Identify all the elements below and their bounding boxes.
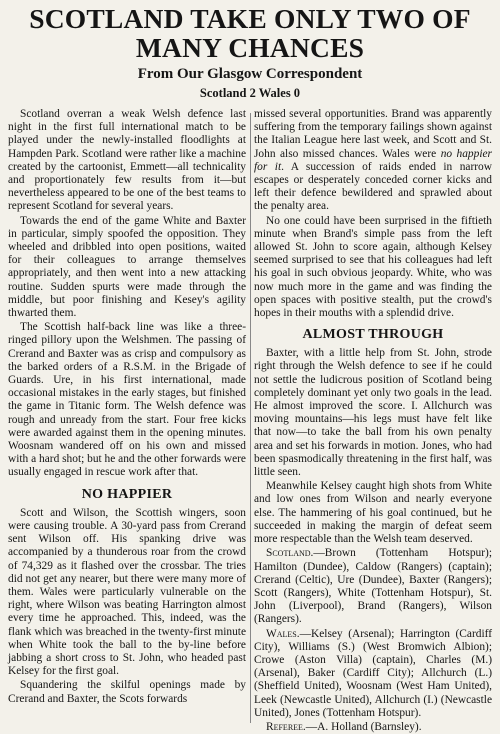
lineup-text: —Brown (Tottenham Hotspur); Hamilton (Dundee), Caldow (Rangers) (captain); Crerand (Celtic), Ure (Dundee), Baxter (Rangers); Scott (Rangers), White (Tottenham Hotspur), St. John (Liverpool), Brand (Rangers), Wilson (Rangers). <box>254 547 492 626</box>
score-line: Scotland 2 Wales 0 <box>199 86 301 100</box>
paragraph: Scotland overran a weak Welsh defence last night in the first full international match to be played under the newly-installed floodlights at Hampden Park. Scotland were rather like a machine created by the cartoonist, Emmett—all technicality and proportionately few results from it—but nevertheless appeared to be one of the best teams to represent Scotland for several years. <box>8 108 246 213</box>
italic-run: no happier for it <box>254 147 492 173</box>
column-divider <box>250 113 251 723</box>
lineup-text: —Kelsey (Arsenal); Harrington (Cardiff City), Williams (S.) (West Bromwich Albion); Crowe (Aston Villa) (captain), Charles (M.) (Arsenal), Baker (Cardiff City); Allchurch (L.) (Sheffield United), Woosnam (West Ham United), Leek (Newcastle United), Allchurch (I.) (Newcastle United), Jones (Tottenham Hotspur). <box>254 627 492 719</box>
referee-text: —A. Holland (Barnsley). <box>305 720 422 733</box>
wales-lineup <box>254 628 492 720</box>
paragraph: Squandering the skilful openings made by Crerand and Baxter, the Scots forwards <box>8 679 246 705</box>
right-column <box>254 108 492 734</box>
paragraph: Meanwhile Kelsey caught high shots from White and low ones from Wilson and nearly everyone else. The hammering of his goal continued, but he succeeded in making the margin of defeat seem more respectable than the Welsh team deserved. <box>254 480 492 546</box>
paragraph: The Scottish half-back line was like a three-ringed pillory upon the Welshmen. The passing of Crerand and Baxter was as crisp and compulsory as the barked orders of a R.S.M. in the Brigade of Guards. Ure, in his first international, made occasional mistakes in the early stages, but finished the game in Titanic form. The Welsh defence was rough and unready from the start. Four free kicks were awarded against them in the opening minutes. Woosnam wandered off on his own and missed with a hard shot; but he and the other forwards were usually engaged in rescue work after that. <box>8 321 246 479</box>
paragraph: Towards the end of the game White and Baxter in particular, simply spoofed the opposition. They wheeled and dribbled into open positions, waited for their colleagues to arrange themselves appropriately, and then went into a new attacking routine. Sudden spurts were made through the middle, but poor finishing and Kesey's agility thwarted them. <box>8 214 246 320</box>
subheading-almost-through: ALMOST THROUGH <box>302 327 444 343</box>
paragraph: No one could have been surprised in the fiftieth minute when Brand's simple pass from the left allowed St. John to score again, although Kelsey seemed surprised to see that his colleagues had left his goal in such obvious jeopardy. White, who was now much more in the game and was finding the open spaces with positive stealth, put the crowd's hopes in their mouths with a splendid drive. <box>254 214 492 320</box>
lineup-label: Scotland. <box>266 547 314 560</box>
paragraph: Scott and Wilson, the Scottish wingers, soon were causing trouble. A 30-yard pass from Crerand sent Wilson off. His spanking drive was accompanied by a thunderous roar from the crowd of 74,329 as it flashed over the crossbar. The tries did not get any nearer, but there were many more of them. Wales were particularly vulnerable on the right, where Wilson was beating Harrington almost every time he approached. This, indeed, was the flank which was breached in the twenty-first minute when White took the ball to the by-line before jabbing a short cross to St. John, who headed past Kelsey for the first goal. <box>8 506 246 678</box>
subheading-no-happier: NO HAPPIER <box>81 486 173 502</box>
referee-label: Referee. <box>266 720 306 733</box>
paragraph <box>254 108 492 214</box>
byline: From Our Glasgow Correspondent <box>137 66 363 82</box>
paragraph: Baxter, with a little help from St. John, strode right through the Welsh defence to see if he could not settle the ludicrous position of Scotland being completely dominant yet only two goals in the lead. He almost improved the score. I. Allchurch was moving mountains—his legs must have felt like that now—to take the ball from his own penalty area and set his forwards in motion. Jones, who had been spasmodically threatening in the first half, was little seen. <box>254 347 492 479</box>
headline-line-1: SCOTLAND TAKE ONLY TWO OF <box>29 3 471 34</box>
headline <box>8 4 492 62</box>
referee-line <box>254 721 492 734</box>
lineup-label: Wales. <box>266 627 300 640</box>
text-run: missed several opportunities. Brand was apparently suffering from the temporary failings shown against the Italian League here last week, and Scott and St. John also missed chances. Wales were <box>254 108 492 160</box>
text-run: . A succession of raids ended in narrow escapes or desperately conceded corner kicks and left their defence bewildered and sprawled about the penalty area. <box>254 160 492 213</box>
left-column <box>8 108 246 734</box>
headline-line-2: MANY CHANCES <box>135 32 365 63</box>
scotland-lineup <box>254 547 492 626</box>
